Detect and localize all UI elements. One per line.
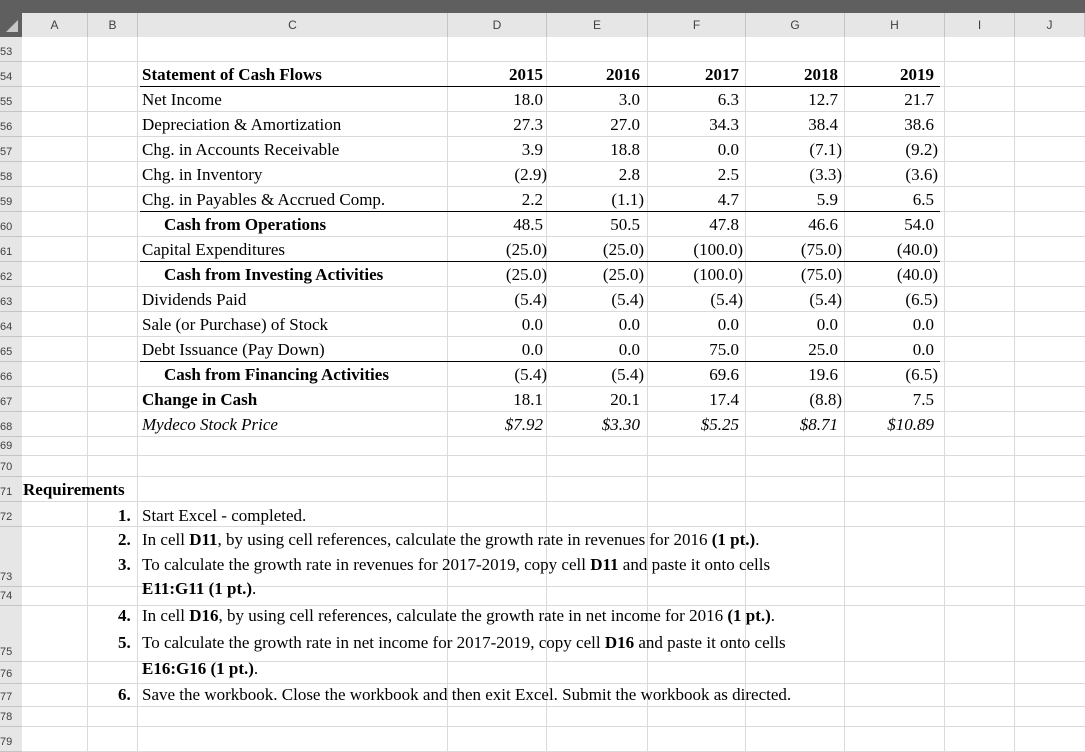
line-label[interactable]: Net Income <box>142 90 222 109</box>
row-header-54[interactable]: 54 <box>0 62 22 87</box>
row-header-67[interactable]: 67 <box>0 387 22 412</box>
requirement-item <box>118 603 775 629</box>
line-value[interactable]: 18.0 <box>513 90 543 109</box>
row-header-55[interactable]: 55 <box>0 87 22 112</box>
line-value[interactable]: (8.8) <box>809 390 842 409</box>
year-header-2017[interactable]: 2017 <box>705 65 739 84</box>
line-value[interactable]: 27.0 <box>610 115 640 134</box>
line-value[interactable]: $7.92 <box>504 415 543 434</box>
requirement-text: E16:G16 (1 pt.) <box>142 659 254 678</box>
row-header-65[interactable]: 65 <box>0 337 22 362</box>
line-label[interactable]: Capital Expenditures <box>142 240 286 259</box>
line-value[interactable]: 0.0 <box>717 140 739 159</box>
row-header-74[interactable]: 74 <box>0 587 22 606</box>
line-value[interactable]: (9.2) <box>905 140 938 159</box>
requirement-item <box>118 630 786 656</box>
line-value[interactable]: 18.1 <box>513 390 543 409</box>
column-header-i[interactable]: I <box>945 13 1015 37</box>
grid-column-line <box>87 37 88 752</box>
line-value[interactable]: (40.0) <box>896 240 938 259</box>
line-value[interactable]: 0.0 <box>521 315 543 334</box>
line-value[interactable]: 7.5 <box>912 390 934 409</box>
line-value[interactable]: 38.6 <box>904 115 934 134</box>
row-header-58[interactable]: 58 <box>0 162 22 187</box>
column-header-j[interactable]: J <box>1015 13 1085 37</box>
line-value[interactable]: 2.2 <box>521 190 543 209</box>
row-header-78[interactable]: 78 <box>0 707 22 727</box>
requirement-text: , by using cell references, calculate the growth rate in net income for 2016 <box>218 606 728 625</box>
column-header-h[interactable]: H <box>845 13 945 37</box>
requirement-number: 6. <box>118 685 131 704</box>
row-header-75[interactable]: 75 <box>0 606 22 662</box>
requirement-text: In cell <box>142 606 190 625</box>
line-value[interactable]: (100.0) <box>693 265 743 284</box>
line-value[interactable]: (75.0) <box>800 240 842 259</box>
row-header-70[interactable]: 70 <box>0 456 22 477</box>
line-value[interactable]: $5.25 <box>700 415 739 434</box>
column-header-b[interactable]: B <box>88 13 138 37</box>
requirement-text: (1 pt.) <box>711 530 756 549</box>
row-header-62[interactable]: 62 <box>0 262 22 287</box>
line-value[interactable]: (5.4) <box>514 365 547 384</box>
line-value[interactable]: 69.6 <box>709 365 739 384</box>
line-value[interactable]: (1.1) <box>611 190 644 209</box>
line-value[interactable]: 48.5 <box>513 215 543 234</box>
year-header-2016[interactable]: 2016 <box>606 65 640 84</box>
line-value[interactable]: (2.9) <box>514 165 547 184</box>
requirement-text: Save the workbook. Close the workbook and then exit Excel. Submit the workbook as directed. <box>142 685 792 704</box>
row-header-68[interactable]: 68 <box>0 412 22 437</box>
row-header-66[interactable]: 66 <box>0 362 22 387</box>
line-value[interactable]: 0.0 <box>912 340 934 359</box>
year-header-2019[interactable]: 2019 <box>900 65 934 84</box>
column-header-g[interactable]: G <box>746 13 845 37</box>
line-value[interactable]: 2.5 <box>717 165 739 184</box>
requirement-number: 1. <box>118 506 131 525</box>
column-header-a[interactable]: A <box>22 13 88 37</box>
line-value[interactable]: 3.9 <box>521 140 543 159</box>
requirement-text: and paste it onto cells <box>634 633 786 652</box>
requirement-item <box>118 576 256 602</box>
line-value[interactable]: (25.0) <box>505 240 547 259</box>
grid-column-line <box>1014 37 1015 752</box>
requirement-number: 3. <box>118 555 131 574</box>
select-all-triangle-icon[interactable] <box>6 20 18 32</box>
requirement-text: E11:G11 (1 pt.) <box>142 579 253 598</box>
row-header-53[interactable]: 53 <box>0 37 22 62</box>
line-label[interactable]: Mydeco Stock Price <box>142 415 278 434</box>
requirement-text: To calculate the growth rate in net income for 2017-2019, copy cell <box>142 633 605 652</box>
column-header-f[interactable]: F <box>648 13 746 37</box>
line-value[interactable]: 0.0 <box>521 340 543 359</box>
line-label[interactable]: Cash from Investing Activities <box>164 265 384 284</box>
row-header-63[interactable]: 63 <box>0 287 22 312</box>
requirement-item <box>118 656 258 682</box>
line-value[interactable]: (25.0) <box>602 265 644 284</box>
line-value[interactable]: 0.0 <box>912 315 934 334</box>
requirement-text: In cell <box>142 530 190 549</box>
year-header-2015[interactable]: 2015 <box>509 65 543 84</box>
line-value[interactable]: 2.8 <box>618 165 640 184</box>
row-header-59[interactable]: 59 <box>0 187 22 212</box>
column-header-e[interactable]: E <box>547 13 648 37</box>
requirement-text: D11 <box>189 530 218 549</box>
grid-row <box>22 727 1085 752</box>
grid-row <box>22 456 1085 477</box>
line-label[interactable]: Depreciation & Amortization <box>142 115 342 134</box>
line-value[interactable]: 21.7 <box>904 90 934 109</box>
line-value[interactable]: (7.1) <box>809 140 842 159</box>
column-header-c[interactable]: C <box>138 13 448 37</box>
line-value[interactable]: (3.6) <box>905 165 938 184</box>
requirement-text: Start Excel - completed. <box>142 506 307 525</box>
requirement-text: D16 <box>189 606 219 625</box>
line-value[interactable]: 6.5 <box>912 190 934 209</box>
line-value[interactable]: (5.4) <box>611 365 644 384</box>
row-header-61[interactable]: 61 <box>0 237 22 262</box>
grid-column-line <box>844 37 845 752</box>
line-value[interactable]: 34.3 <box>709 115 739 134</box>
line-value[interactable]: (75.0) <box>800 265 842 284</box>
line-label[interactable]: Debt Issuance (Pay Down) <box>142 340 325 359</box>
row-header-77[interactable]: 77 <box>0 684 22 707</box>
row-header-76[interactable]: 76 <box>0 662 22 684</box>
line-value[interactable]: (25.0) <box>505 265 547 284</box>
line-value[interactable]: 54.0 <box>904 215 934 234</box>
line-label[interactable]: Dividends Paid <box>142 290 247 309</box>
requirement-text: . <box>770 606 776 625</box>
select-all-corner[interactable] <box>0 0 22 37</box>
requirement-item <box>118 682 791 708</box>
grid-row <box>22 707 1085 727</box>
row-header-57[interactable]: 57 <box>0 137 22 162</box>
requirement-item <box>118 552 770 578</box>
line-label[interactable]: Chg. in Inventory <box>142 165 263 184</box>
row-header-72[interactable]: 72 <box>0 502 22 527</box>
line-value[interactable]: (5.4) <box>611 290 644 309</box>
line-value[interactable]: 46.6 <box>808 215 838 234</box>
line-value[interactable]: 5.9 <box>816 190 838 209</box>
row-header-79[interactable]: 79 <box>0 727 22 752</box>
requirement-text: . <box>755 530 760 549</box>
line-value[interactable]: 38.4 <box>808 115 838 134</box>
line-value[interactable]: 27.3 <box>513 115 543 134</box>
grid-column-line <box>944 37 945 752</box>
line-label[interactable]: Chg. in Payables & Accrued Comp. <box>142 190 386 209</box>
line-value[interactable]: $3.30 <box>601 415 640 434</box>
line-value[interactable]: 17.4 <box>709 390 739 409</box>
line-value[interactable]: (40.0) <box>896 265 938 284</box>
requirement-number: 5. <box>118 633 131 652</box>
line-label[interactable]: Cash from Financing Activities <box>164 365 389 384</box>
requirement-item <box>118 503 306 529</box>
line-value[interactable]: 47.8 <box>709 215 739 234</box>
row-header-73[interactable]: 73 <box>0 527 22 587</box>
requirement-text: . <box>253 659 259 678</box>
line-label[interactable]: Sale (or Purchase) of Stock <box>142 315 329 334</box>
line-value[interactable]: 0.0 <box>618 340 640 359</box>
requirement-text: . <box>252 579 257 598</box>
line-value[interactable]: 18.8 <box>610 140 640 159</box>
line-value[interactable]: (6.5) <box>905 290 938 309</box>
line-label[interactable]: Change in Cash <box>142 390 258 409</box>
column-header-d[interactable]: D <box>448 13 547 37</box>
line-label[interactable]: Chg. in Accounts Receivable <box>142 140 340 159</box>
line-value[interactable]: $8.71 <box>799 415 838 434</box>
line-value[interactable]: 20.1 <box>610 390 640 409</box>
row-header-60[interactable]: 60 <box>0 212 22 237</box>
requirement-number: 4. <box>118 606 131 625</box>
requirement-item <box>118 527 759 553</box>
year-header-2018[interactable]: 2018 <box>804 65 838 84</box>
statement-title[interactable]: Statement of Cash Flows <box>142 65 322 84</box>
row-header-56[interactable]: 56 <box>0 112 22 137</box>
line-value[interactable]: $10.89 <box>887 415 934 434</box>
requirement-text: D11 <box>590 555 619 574</box>
requirement-text: (1 pt.) <box>727 606 771 625</box>
line-value[interactable]: (5.4) <box>514 290 547 309</box>
line-value[interactable]: 3.0 <box>618 90 640 109</box>
row-header-71[interactable]: 71 <box>0 477 22 502</box>
line-value[interactable]: (3.3) <box>809 165 842 184</box>
line-value[interactable]: 50.5 <box>610 215 640 234</box>
line-value[interactable]: 0.0 <box>717 315 739 334</box>
requirements-heading[interactable]: Requirements <box>23 480 125 499</box>
requirement-number: 2. <box>118 530 131 549</box>
line-value[interactable]: 75.0 <box>709 340 739 359</box>
grid-row <box>22 37 1085 62</box>
column-header-bar <box>0 0 1085 37</box>
line-value[interactable]: (25.0) <box>602 240 644 259</box>
line-value[interactable]: 4.7 <box>717 190 739 209</box>
requirement-text: D16 <box>604 633 635 652</box>
line-value[interactable]: (6.5) <box>905 365 938 384</box>
requirement-text: , by using cell references, calculate the growth rate in revenues for 2016 <box>217 530 712 549</box>
line-value[interactable]: (5.4) <box>809 290 842 309</box>
line-value[interactable]: 19.6 <box>808 365 838 384</box>
line-value[interactable]: 0.0 <box>618 315 640 334</box>
line-value[interactable]: 6.3 <box>717 90 739 109</box>
grid-row <box>22 437 1085 456</box>
line-label[interactable]: Cash from Operations <box>164 215 327 234</box>
line-value[interactable]: 12.7 <box>808 90 838 109</box>
line-value[interactable]: 0.0 <box>816 315 838 334</box>
row-header-69[interactable]: 69 <box>0 437 22 456</box>
line-value[interactable]: 25.0 <box>808 340 838 359</box>
row-header-64[interactable]: 64 <box>0 312 22 337</box>
requirement-text: To calculate the growth rate in revenues for 2017-2019, copy cell <box>142 555 591 574</box>
grid-row <box>22 477 1085 502</box>
line-value[interactable]: (100.0) <box>693 240 743 259</box>
requirement-text: and paste it onto cells <box>618 555 771 574</box>
line-value[interactable]: (5.4) <box>710 290 743 309</box>
